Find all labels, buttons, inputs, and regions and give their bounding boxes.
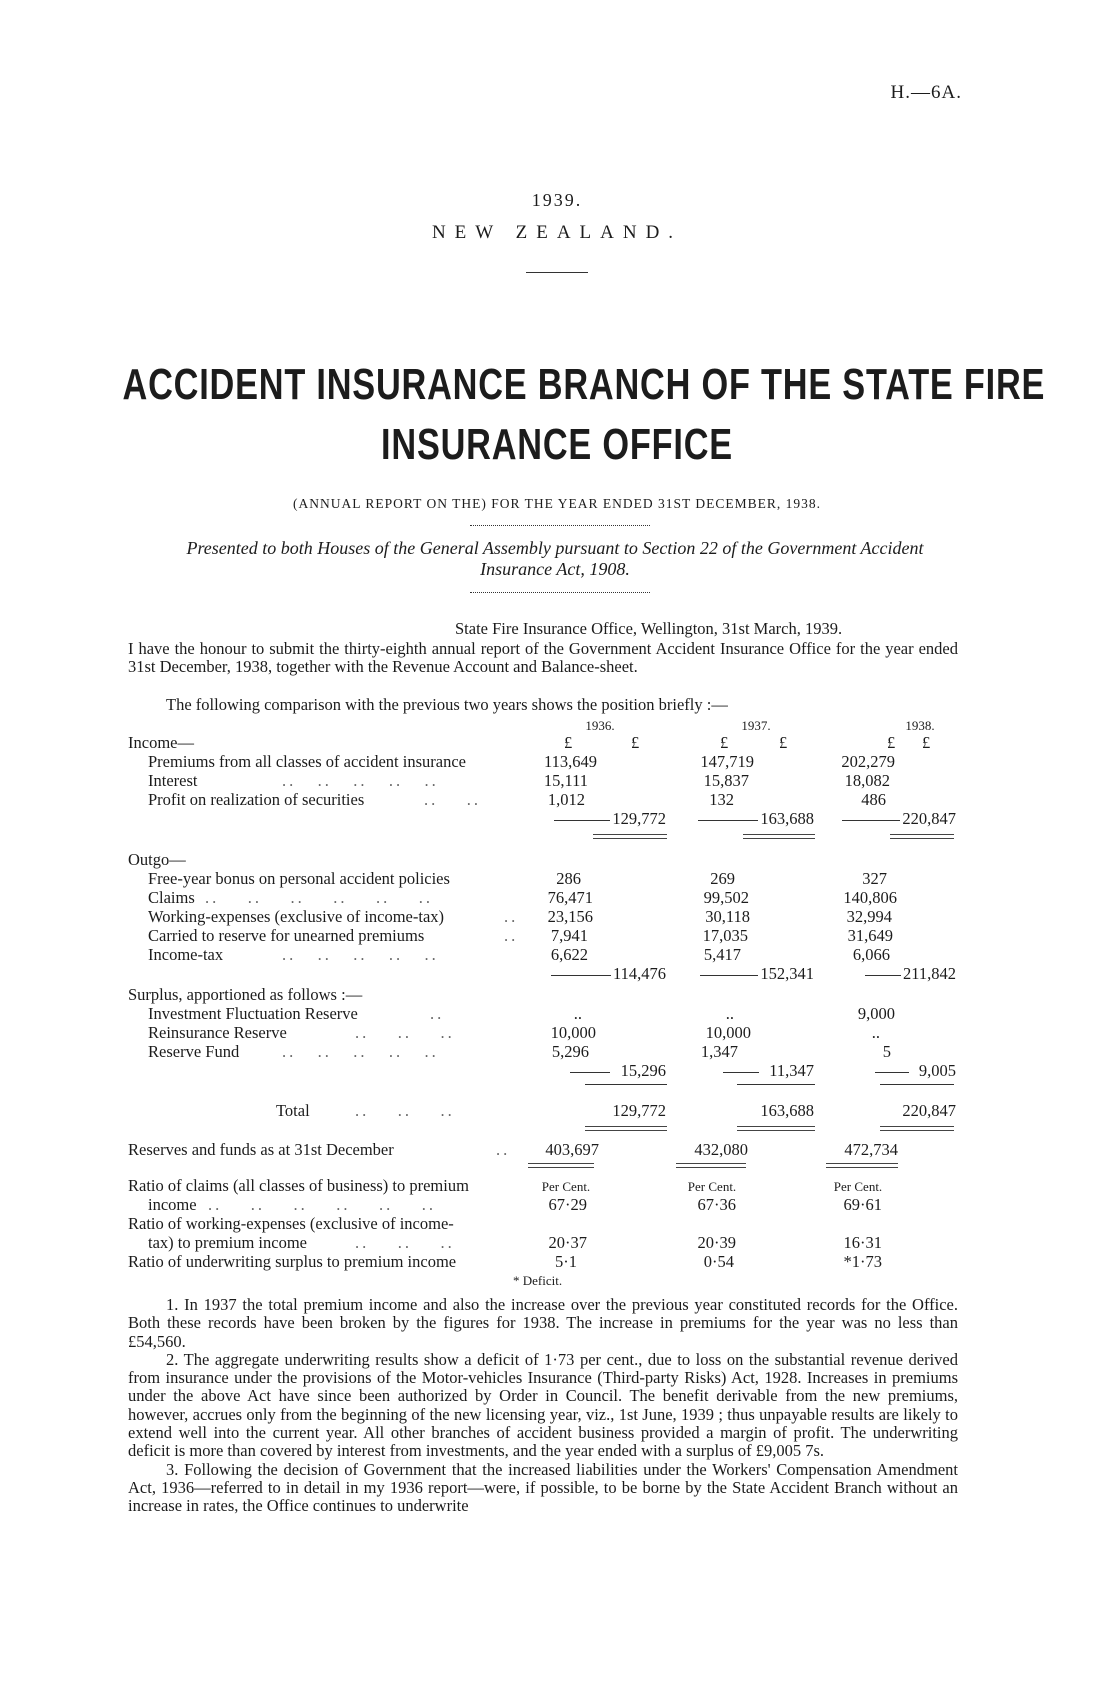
cell-value: 6,622 bbox=[550, 945, 588, 964]
cell-value: 7,941 bbox=[550, 926, 588, 945]
cell-value: 31,649 bbox=[847, 926, 893, 945]
cell-value: 140,806 bbox=[843, 888, 897, 907]
cell-value: 113,649 bbox=[543, 752, 597, 771]
cell-value: 20·39 bbox=[697, 1233, 736, 1252]
cell-value: 0·54 bbox=[703, 1252, 734, 1271]
currency-symbol: £ bbox=[631, 733, 640, 752]
total-label: Total bbox=[276, 1101, 310, 1120]
subtotal: 11,347 bbox=[723, 1061, 814, 1081]
comparison-intro: The following comparison with the previous two years shows the position briefly :— bbox=[166, 695, 728, 714]
row-label: Ratio of claims (all classes of business) to premium bbox=[128, 1176, 469, 1195]
cell-value: 67·29 bbox=[548, 1195, 587, 1214]
cell-value: 5·1 bbox=[555, 1252, 577, 1271]
row-label: Ratio of working-expenses (exclusive of income- bbox=[128, 1214, 454, 1233]
cell-value: 432,080 bbox=[694, 1140, 748, 1159]
cell-value: 32,994 bbox=[846, 907, 892, 926]
cell-value: 1,012 bbox=[547, 790, 585, 809]
row-label: Reserve Fund bbox=[148, 1042, 240, 1061]
cell-value: 403,697 bbox=[545, 1140, 599, 1159]
row-label: Premiums from all classes of accident insurance bbox=[148, 752, 466, 771]
subtotal: 9,005 bbox=[875, 1061, 956, 1081]
row-label: Income-tax bbox=[148, 945, 224, 964]
cell-value: 23,156 bbox=[547, 907, 593, 926]
footnote: * Deficit. bbox=[513, 1273, 563, 1288]
row-label: Interest bbox=[148, 771, 198, 790]
cell-value: 147,719 bbox=[700, 752, 754, 771]
cell-value: 286 bbox=[556, 869, 581, 888]
currency-symbol: £ bbox=[922, 733, 931, 752]
cell-value: 15,111 bbox=[543, 771, 588, 790]
report-subtitle: (ANNUAL REPORT ON THE) FOR THE YEAR ENDED 31ST DECEMBER, 1938. bbox=[293, 496, 821, 511]
subtotal: 152,341 bbox=[700, 964, 814, 984]
cell-value: 5 bbox=[882, 1042, 891, 1061]
row-label: Carried to reserve for unearned premiums bbox=[148, 926, 425, 945]
per-cent-heading: Per Cent. bbox=[541, 1179, 591, 1194]
cell-value: 327 bbox=[862, 869, 887, 888]
paragraph-3: 3. Following the decision of Government that the increased liabilities under the Workers' Compensation Amendment Act, 1936—referred to in detail in my 1936 report—were, if possible, to be borne by the State Accident Branch without an increase in rates, the Office continues to underwrite bbox=[128, 1459, 958, 1516]
cell-value: 10,000 bbox=[550, 1023, 596, 1042]
row-label: tax) to premium income bbox=[148, 1233, 307, 1252]
surplus-heading: Surplus, apportioned as follows :— bbox=[128, 985, 363, 1004]
year-heading: 1936. bbox=[585, 718, 615, 733]
cell-value: 5,417 bbox=[703, 945, 741, 964]
row-label: income bbox=[148, 1195, 197, 1214]
row-label: Free-year bonus on personal accident policies bbox=[148, 869, 450, 888]
subtotal: 15,296 bbox=[570, 1061, 666, 1081]
subtotal: 211,842 bbox=[865, 964, 956, 984]
per-cent-heading: Per Cent. bbox=[687, 1179, 737, 1194]
cell-value: 9,000 bbox=[857, 1004, 895, 1023]
paragraph-1: 1. In 1937 the total premium income and also the increase over the previous year constituted records for the Office. Both these records have been broken by the figures for 1938. The increase in premiums for the year was no less than £54,560. bbox=[128, 1295, 958, 1351]
row-label: Reserves and funds as at 31st December bbox=[128, 1140, 394, 1159]
subtotal: 163,688 bbox=[698, 809, 814, 829]
cell-value: 5,296 bbox=[551, 1042, 589, 1061]
cell-value: 132 bbox=[709, 790, 734, 809]
report-body bbox=[128, 1296, 958, 1516]
opening-text: I have the honour to submit the thirty-eighth annual report of the Government Accident Insurance Office for the year ended 31st December, 1938, together with the Revenue Account and Balance-sheet. bbox=[128, 639, 958, 677]
row-label: Ratio of underwriting surplus to premium income bbox=[128, 1252, 457, 1271]
cell-value: *1·73 bbox=[843, 1252, 882, 1271]
income-heading: Income— bbox=[128, 733, 194, 752]
outgo-heading: Outgo— bbox=[128, 850, 186, 869]
cell-value: 472,734 bbox=[844, 1140, 898, 1159]
document-code: H.—6A. bbox=[890, 82, 962, 103]
subtotal: 129,772 bbox=[554, 809, 666, 829]
cell-value: 69·61 bbox=[843, 1195, 882, 1214]
report-title-line1: ACCIDENT INSURANCE BRANCH OF THE STATE FIRE bbox=[122, 360, 1046, 409]
cell-value: 16·31 bbox=[843, 1233, 882, 1252]
row-label: Working-expenses (exclusive of income-tax) bbox=[148, 907, 445, 926]
presentation-note: Presented to both Houses of the General Assembly pursuant to Section 22 of the Government Accident Insurance Act, 1908. bbox=[186, 538, 924, 579]
grand-total: 129,772 bbox=[612, 1101, 666, 1120]
year-heading: 1938. bbox=[905, 718, 935, 733]
grand-total: 163,688 bbox=[760, 1101, 814, 1120]
subtotal: 114,476 bbox=[551, 964, 666, 984]
cell-value: 99,502 bbox=[703, 888, 749, 907]
document-year: 1939. bbox=[531, 190, 583, 210]
paragraph-2: 2. The aggregate underwriting results show a deficit of 1·73 per cent., due to loss on the substantial revenue derived from insurance under the provisions of the Motor-vehicles Insurance (Third-party Risks) Act, 1928. Increases in premiums under the above Act have since been authorized by Order in Council. The benefit derivable from the new premiums, however, accrues only from the beginning of the new licensing year, viz., 1st June, 1939 ; thus unpayable results are likely to extend well into the current year. All other branches of accident business provided a margin of profit. The underwriting deficit is more than covered by interest from investments, and the year ended with a surplus of £9,005 7s. bbox=[128, 1349, 958, 1461]
cell-value: .. bbox=[725, 1004, 734, 1023]
cell-value: 269 bbox=[710, 869, 735, 888]
row-label: Claims bbox=[148, 888, 195, 907]
cell-value: 486 bbox=[861, 790, 886, 809]
cell-value: 30,118 bbox=[705, 907, 750, 926]
currency-symbol: £ bbox=[720, 733, 729, 752]
cell-value: 10,000 bbox=[705, 1023, 751, 1042]
cell-value: 202,279 bbox=[841, 752, 895, 771]
cell-value: .. bbox=[871, 1023, 880, 1042]
currency-symbol: £ bbox=[887, 733, 896, 752]
cell-value: 15,837 bbox=[703, 771, 749, 790]
cell-value: 17,035 bbox=[702, 926, 748, 945]
year-heading: 1937. bbox=[741, 718, 771, 733]
cell-value: 1,347 bbox=[700, 1042, 738, 1061]
row-label: Investment Fluctuation Reserve bbox=[148, 1004, 358, 1023]
row-label: Profit on realization of securities bbox=[148, 790, 365, 809]
cell-value: 20·37 bbox=[548, 1233, 587, 1252]
cell-value: 6,066 bbox=[852, 945, 890, 964]
cell-value: 76,471 bbox=[547, 888, 593, 907]
cell-value: .. bbox=[573, 1004, 582, 1023]
report-title-line2: INSURANCE OFFICE bbox=[381, 420, 733, 469]
country-heading: NEW ZEALAND. bbox=[431, 222, 683, 243]
place-date: State Fire Insurance Office, Wellington, 31st March, 1939. bbox=[455, 619, 843, 638]
grand-total: 220,847 bbox=[902, 1101, 956, 1120]
row-label: Reinsurance Reserve bbox=[148, 1023, 287, 1042]
comparison-table: 1936. 1937. 1938. £ £ £ £ £ £ Income— Premiums from all classes of accident insurance 113,649 147,719 202,279 Interest .. .. .. .. .. 15,111 15,837 18,082 Profit on realization of securities .. .. 1,012 132 486 129,772 163,688 220,847 Outgo— Free-year bonus on personal accident policies 286 269 327 Claims .. .. .. .. .. .. 76,471 99,502 140,806 Working-expenses (exclusive of income-tax) .. 23,156 30,118 32,994 Carried to reserve for unearned premiums .. 7,941 17,035 31,649 Income-tax .. .. .. .. .. 6,622 5,417 6,066 114,476 152,341 211,842 Surplus, apportioned as follows :— Investment Fluctuation Reserve .. .. .. 9,000 Reinsurance Reserve .. .. .. 10,000 10,000 .. Reserve Fund .. .. .. .. .. 5,296 1,347 5 15,296 11,347 9,005 Total .. .. .. 129,772 163,688 220,847 Reserves and funds as at 31st December .. 403,697 432,080 472,734 Ratio of claims (all classes of business) to premium Per Cent. Per Cent. Per Cent. income .. .. .. .. .. .. 67·29 67·36 69·61 Ratio of working-expenses (exclusive of income- tax) to premium income .. .. .. 20·37 20·39 16·31 Ratio of underwriting surplus to premium income 5·1 0·54 *1·73 * Deficit. bbox=[0, 0, 1114, 1702]
cell-value: 18,082 bbox=[844, 771, 890, 790]
subtotal: 220,847 bbox=[842, 809, 956, 829]
per-cent-heading: Per Cent. bbox=[833, 1179, 883, 1194]
currency-symbol: £ bbox=[779, 733, 788, 752]
cell-value: 67·36 bbox=[697, 1195, 736, 1214]
currency-symbol: £ bbox=[564, 733, 573, 752]
